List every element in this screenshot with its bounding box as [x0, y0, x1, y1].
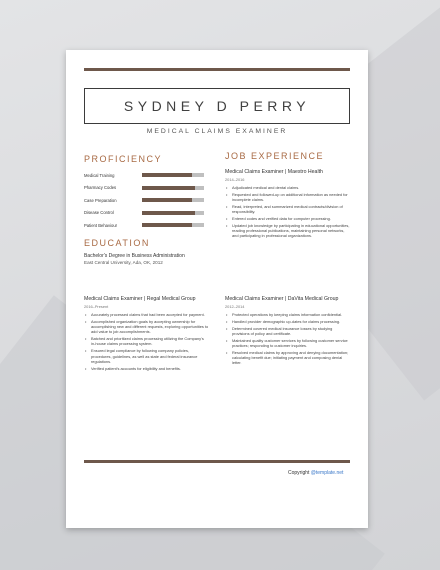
bullet-item: • Adjudicated medical and dental claims. — [225, 185, 350, 190]
job-bullets — [225, 312, 350, 366]
skill-label: Case Preparation — [84, 197, 117, 203]
skill-row — [84, 169, 204, 182]
resume-page — [66, 50, 368, 528]
bullet-item: • Entered codes and verified data for computer processing. — [225, 216, 350, 221]
copyright-link[interactable]: @template.net — [310, 470, 344, 476]
job-bullets — [225, 185, 350, 239]
job-title: Medical Claims Examiner | DaVita Medical Group — [225, 296, 339, 302]
skill-label: Pharmacy Codes — [84, 185, 117, 191]
bullet-item: • Protected operations by keeping claims information confidential. — [225, 312, 350, 317]
top-rule — [84, 68, 350, 71]
bullet-item: • Updated job knowledge by participating in educational opportunities, reading professional publications, maintaining personal networks, and participating in professional organizations. — [225, 223, 350, 239]
skill-label: Disease Control — [84, 210, 114, 216]
bullet-item: • Verified patient's accounts for eligibility and benefits. — [84, 366, 209, 371]
skill-bar — [142, 173, 204, 177]
education-entry — [84, 253, 209, 266]
skill-bar — [142, 186, 204, 190]
copyright-label: Copyright — [288, 470, 311, 476]
job-bullets — [84, 312, 209, 371]
skill-fill — [142, 223, 192, 227]
degree: Bachelor's Degree in Business Administration — [84, 253, 185, 259]
bullet-item: • Requested and followed-up on additional information as needed for incomplete claims. — [225, 192, 350, 203]
copyright — [288, 470, 343, 476]
school: East Central University, Ada, OK, 2012 — [84, 260, 163, 266]
skill-bar — [142, 211, 204, 215]
skill-bar — [142, 198, 204, 202]
skill-fill — [142, 186, 195, 190]
skill-fill — [142, 198, 192, 202]
skill-fill — [142, 211, 195, 215]
job-entry — [225, 169, 350, 240]
job-dates: 2016–Present — [84, 304, 109, 309]
bullet-item: • Resolved medical claims by approving and denying documentation; calculating benefit due; initiating payment and composing denial letter. — [225, 350, 350, 366]
bottom-rule — [84, 460, 350, 463]
bullet-item: • Ensured legal compliance by following company policies, procedures, guidelines, as well as state and federal insurance regulations. — [84, 348, 209, 364]
skill-label: Patient Behaviour — [84, 222, 118, 228]
bullet-item: • Batched and prioritized claims processing utilizing the Company's in-house claims processing system. — [84, 336, 209, 347]
skill-row — [84, 182, 204, 195]
skills-list — [84, 169, 204, 232]
candidate-name: SYDNEY D PERRY — [123, 98, 311, 114]
bullet-item: • Determined covered medical insurance losses by studying provisions of policy and certificate. — [225, 326, 350, 337]
skill-label: Medical Training — [84, 172, 115, 178]
job-entry — [84, 296, 209, 424]
skill-row — [84, 194, 204, 207]
skill-fill — [142, 173, 192, 177]
job-entry — [225, 296, 350, 367]
bullet-item: • Accurately processed claims that had been accepted for payment. — [84, 312, 209, 317]
job-title: Medical Claims Examiner | Maestro Health — [225, 169, 323, 175]
education-heading: EDUCATION — [84, 238, 150, 248]
name-box — [84, 88, 350, 124]
skill-row — [84, 219, 204, 232]
bullet-item: • Read, interpreted, and summarized medical contracts/division of responsibility. — [225, 204, 350, 215]
job-dates: 2014–2016 — [225, 177, 245, 182]
job-title: Medical Claims Examiner | Regal Medical Group — [84, 296, 196, 302]
candidate-title: MEDICAL CLAIMS EXAMINER — [146, 128, 288, 135]
bullet-item: • Maintained quality customer services by following customer service practices; responding to customer inquiries. — [225, 338, 350, 349]
experience-heading: JOB EXPERIENCE — [225, 151, 325, 161]
skill-bar — [142, 223, 204, 227]
job-dates: 2012–2014 — [225, 304, 245, 309]
bullet-item: • Handled provider demographic up-dates for claims processing. — [225, 319, 350, 324]
proficiency-heading: PROFICIENCY — [84, 154, 163, 164]
bullet-item: • Accomplished organization goals by accepting ownership for accomplishing new and different requests, exploring opportunities to add value to job accomplishments. — [84, 319, 209, 335]
skill-row — [84, 207, 204, 220]
